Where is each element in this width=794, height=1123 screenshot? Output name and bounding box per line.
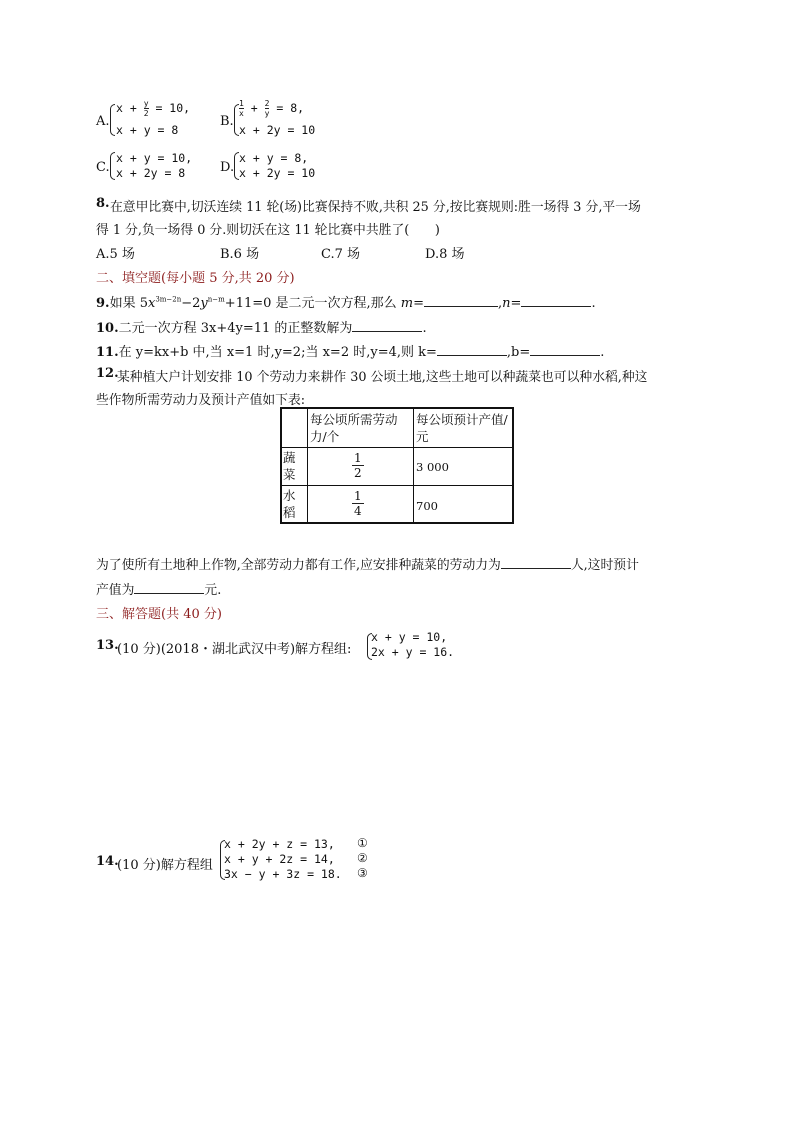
punct: . xyxy=(591,296,596,311)
variable: x xyxy=(147,296,156,311)
question-text: 些作物所需劳动力及预计产值如下表: xyxy=(96,393,306,408)
question-text: (10 分)解方程组 xyxy=(117,858,213,873)
equation-line: x + $\frac{y}{2}$ = 10, xyxy=(116,99,191,118)
question-text: 二元一次方程 3x+4y=11 的正整数解为 xyxy=(118,321,353,336)
option-label: D. xyxy=(220,160,235,175)
answer-blank[interactable] xyxy=(521,294,591,307)
answer-blank[interactable] xyxy=(501,556,571,569)
question-9 xyxy=(96,292,596,311)
question-text: 得 1 分,负一场得 0 分.则切沃在这 11 轮比赛中共胜了( ) xyxy=(96,223,440,238)
equals: = xyxy=(413,296,425,311)
equation-line: x + y = 8 xyxy=(116,123,179,137)
equation-line: 2x + y = 16. xyxy=(371,645,455,659)
variable: n xyxy=(502,296,511,311)
equation-line: x + y = 10, xyxy=(116,151,193,165)
punct: , xyxy=(498,296,503,311)
question-text: 为了使所有土地种上作物,全部劳动力都有工作,应安排种蔬菜的劳动力为 人,这时预计 xyxy=(96,558,639,573)
section-heading: 二、填空题(每小题 5 分,共 20 分) xyxy=(96,271,295,286)
header-labor: 每公顷所需劳动力/个 xyxy=(310,412,398,444)
equation-line: x + 2y = 8 xyxy=(116,166,186,180)
equation-line: x + y = 8, xyxy=(239,151,309,165)
question-number: 14. xyxy=(96,854,119,869)
question-text: 如果 5 xyxy=(109,296,148,311)
question-text: (10 分)(2018・湖北武汉中考)解方程组: xyxy=(117,642,352,657)
answer-blank[interactable] xyxy=(134,581,204,594)
question-number: 9. xyxy=(96,296,110,311)
circled-number: ① xyxy=(357,836,368,850)
option-label: A. xyxy=(96,114,110,129)
answer-blank[interactable] xyxy=(530,343,600,356)
brace xyxy=(110,152,115,180)
option-b: B.6 场 xyxy=(220,247,260,262)
question-text: 在意甲比赛中,切沃连续 11 轮(场)比赛保持不败,共积 25 分,按比赛规则:胜一场得 3 分,平一场 xyxy=(110,200,641,215)
equation-line: 3x − y + 3z = 18. xyxy=(224,867,342,881)
exponent: 3m−2n xyxy=(155,295,182,304)
equation-line: x + 2y + z = 13, xyxy=(224,837,335,851)
option-d: D.8 场 xyxy=(425,247,465,262)
question-10 xyxy=(96,317,427,336)
question-number: 13. xyxy=(96,638,119,653)
header-value: 每公顷预计产值/元 xyxy=(416,412,508,444)
table-rule xyxy=(307,409,308,522)
question-text: 某种植大户计划安排 10 个劳动力来耕作 30 公顷土地,这些土地可以种蔬菜也可以种水稻,种这 xyxy=(117,370,648,385)
punct: . xyxy=(600,345,605,360)
table-rule xyxy=(282,485,512,486)
question-number: 12. xyxy=(96,366,119,381)
labor-fraction: 1 4 xyxy=(354,489,362,518)
row-name-vegetable: 蔬菜 xyxy=(283,450,296,482)
row-value-rice: 700 xyxy=(416,499,438,513)
exponent: n−m xyxy=(207,295,225,304)
question-text: +11=0 是二元一次方程,那么 xyxy=(224,296,401,311)
table-rule xyxy=(282,447,512,448)
question-text: 在 y=kx+b 中,当 x=1 时,y=2;当 x=2 时,y=4,则 k= xyxy=(118,345,437,360)
answer-blank[interactable] xyxy=(424,294,498,307)
question-text: ,b= xyxy=(506,345,531,360)
option-label: B. xyxy=(220,114,234,129)
variable: m xyxy=(400,296,414,311)
variable: y xyxy=(200,296,208,311)
row-value-vegetable: 3 000 xyxy=(416,460,449,474)
section-heading: 三、解答题(共 40 分) xyxy=(96,607,222,622)
labor-fraction: 1 2 xyxy=(354,451,362,480)
circled-number: ③ xyxy=(357,866,368,880)
equals: = xyxy=(510,296,522,311)
option-c: C.7 场 xyxy=(321,247,361,262)
equation-line: x + y + 2z = 14, xyxy=(224,852,335,866)
answer-blank[interactable] xyxy=(352,319,422,332)
question-11 xyxy=(96,341,604,360)
equation-line: $\frac{1}{x}$ + $\frac{2}{y}$ = 8, xyxy=(239,99,305,118)
question-number: 11. xyxy=(96,345,119,360)
brace xyxy=(110,104,115,136)
question-number: 8. xyxy=(96,196,110,211)
equation-line: x + 2y = 10 xyxy=(239,166,316,180)
option-label: C. xyxy=(96,160,110,175)
option-a: A.5 场 xyxy=(96,247,135,262)
equation-line: x + y = 10, xyxy=(371,630,448,644)
circled-number: ② xyxy=(357,851,368,865)
question-text: 产值为 元. xyxy=(96,583,222,598)
punct: . xyxy=(422,321,427,336)
data-table xyxy=(280,407,514,524)
question-text: −2 xyxy=(181,296,201,311)
question-number: 10. xyxy=(96,321,119,336)
answer-blank[interactable] xyxy=(437,343,507,356)
row-name-rice: 水稻 xyxy=(283,488,296,520)
equation-line: x + 2y = 10 xyxy=(239,123,316,137)
